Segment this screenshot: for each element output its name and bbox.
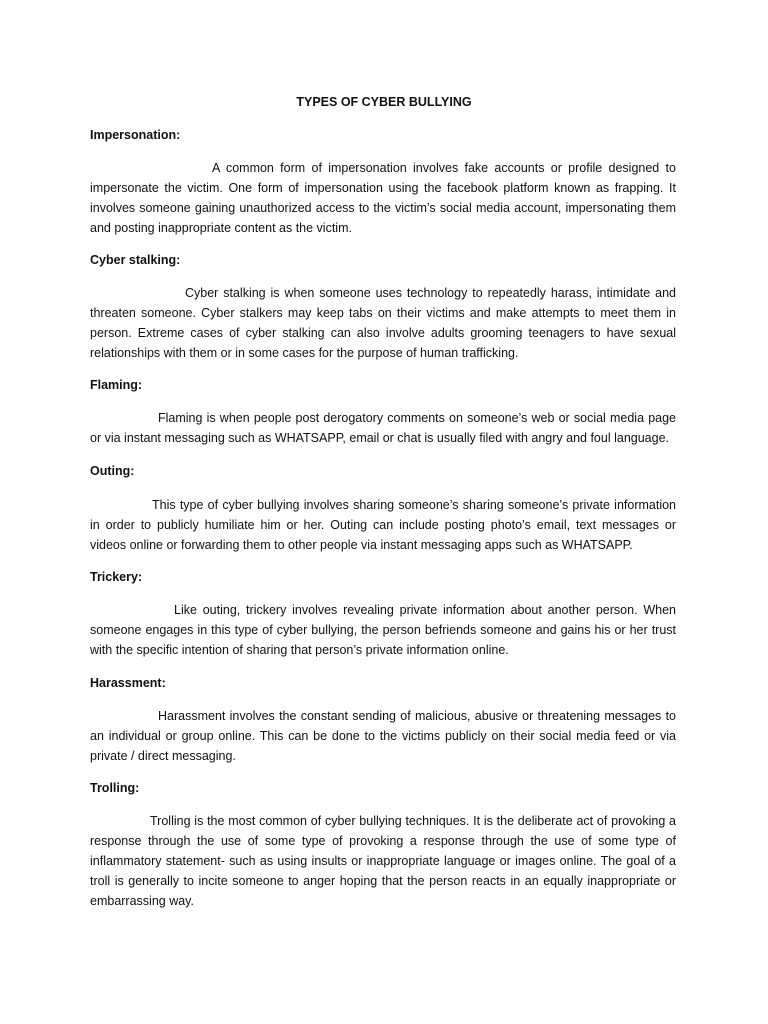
heading-cyber-stalking: Cyber stalking: <box>90 253 181 267</box>
paragraph-outing: This type of cyber bullying involves sharing someone’s sharing someone’s private information in order to publicly humiliate him or her. Outing can include posting photo’s email, text messages or videos online or forwarding them to other people via instant messaging apps such as WHATSAPP. <box>90 498 676 552</box>
heading-outing: Outing: <box>90 464 135 478</box>
paragraph-flaming: Flaming is when people post derogatory comments on someone’s web or social media page or via instant messaging such as WHATSAPP, email or chat is usually filed with angry and foul language. <box>90 411 676 445</box>
heading-trolling: Trolling: <box>90 781 140 795</box>
heading-harassment: Harassment: <box>90 676 166 690</box>
document-title: TYPES OF CYBER BULLYING <box>296 95 472 109</box>
paragraph-impersonation: A common form of impersonation involves fake accounts or profile designed to impersonate the victim. One form of impersonation using the facebook platform known as frapping. It involves someone gaining unauthorized access to the victim’s social media account, impersonating them and posting inappropriate content as the victim. <box>90 161 676 235</box>
paragraph-trickery: Like outing, trickery involves revealing private information about another person. When someone engages in this type of cyber bullying, the person befriends someone and gains his or her trust with the specific intention of sharing that person’s private information online. <box>90 603 676 657</box>
paragraph-harassment: Harassment involves the constant sending of malicious, abusive or threatening messages to an individual or group online. This can be done to the victims publicly on their social media feed or via private / direct messaging. <box>90 709 676 763</box>
heading-trickery: Trickery: <box>90 570 143 584</box>
heading-flaming: Flaming: <box>90 378 143 392</box>
paragraph-trolling: Trolling is the most common of cyber bullying techniques. It is the deliberate act of provoking a response through the use of some type of provoking a response through the use of some type of inflammatory statement- such as using insults or inappropriate language or images online. The goal of a troll is generally to incite someone to anger hoping that the person reacts in an equally inappropriate or embarrassing way. <box>90 814 676 908</box>
paragraph-cyber-stalking: Cyber stalking is when someone uses technology to repeatedly harass, intimidate and threaten someone. Cyber stalkers may keep tabs on their victims and make attempts to meet them in person. Extreme cases of cyber stalking can also involve adults grooming teenagers to have sexual relationships with them or in some cases for the purpose of human trafficking. <box>90 286 676 360</box>
heading-impersonation: Impersonation: <box>90 128 181 142</box>
